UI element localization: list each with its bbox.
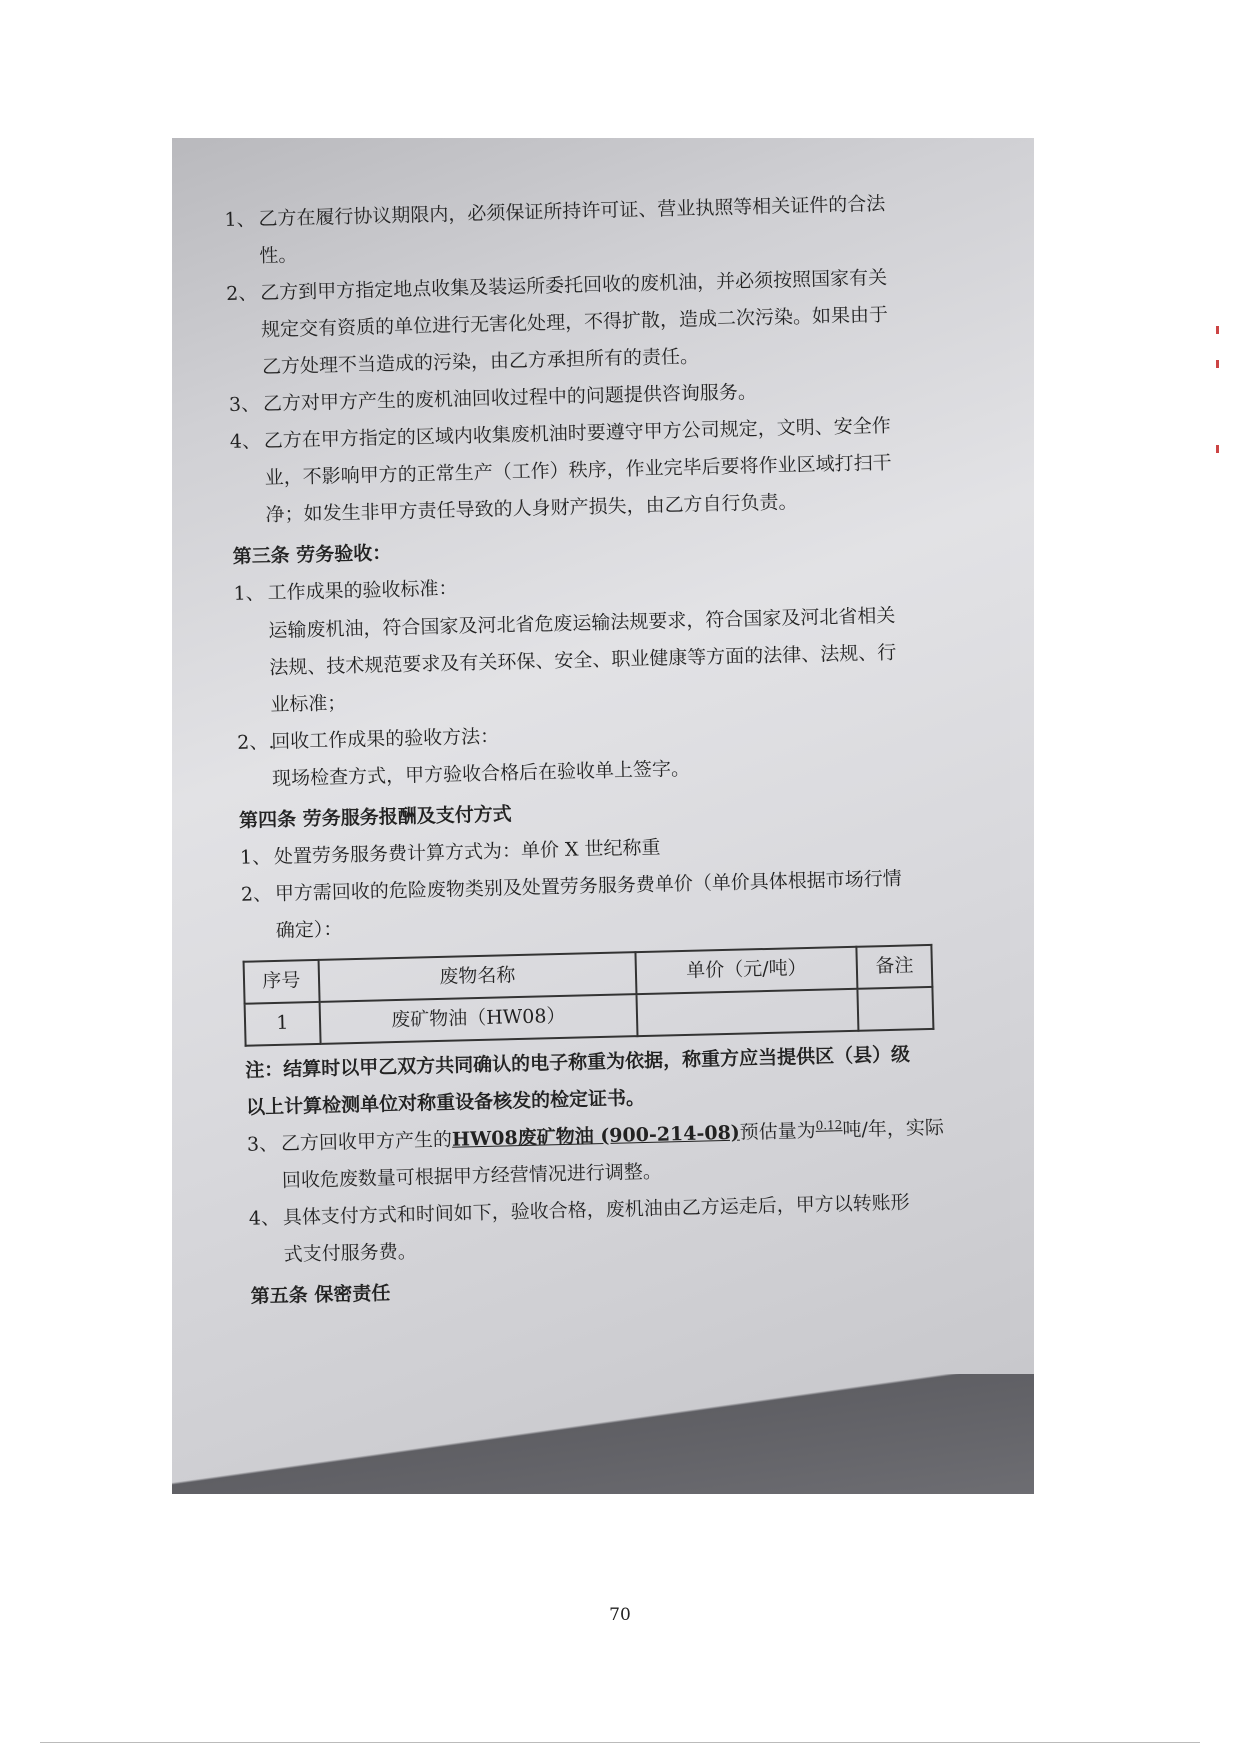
clause-item-2-cont: 乙方处理不当造成的污染，由乙方承担所有的责任。 bbox=[261, 345, 700, 379]
table-header-cell: 序号 bbox=[244, 960, 320, 1004]
settlement-note: 注：结算时以甲乙双方共同确认的电子称重为依据，称重方应当提供区（县）级 bbox=[244, 1043, 911, 1082]
payment-item-2: 2、 甲方需回收的危险废物类别及处置劳务服务费单价（单价具体根据市场行情 bbox=[240, 867, 903, 906]
clause-item-4-cont: 业，不影响甲方的正常生产（工作）秩序，作业完毕后要将作业区域打扫干 bbox=[264, 452, 892, 490]
table-cell: 1 bbox=[245, 1002, 321, 1046]
table-cell bbox=[636, 989, 858, 1036]
clause-item-3: 3、 乙方对甲方产生的废机油回收过程中的问题提供咨询服务。 bbox=[228, 381, 758, 417]
scan-mark bbox=[1216, 360, 1219, 368]
clause-item-1-cont: 性。 bbox=[259, 244, 298, 268]
handwritten-amount: 0.12 bbox=[815, 1117, 843, 1133]
payment-item-2-cont: 确定）： bbox=[275, 918, 343, 942]
waste-code: HW08废矿物油 (900-214-08) bbox=[451, 1121, 741, 1151]
table-cell: 废矿物油（HW08） bbox=[319, 994, 637, 1044]
table-header-cell: 备注 bbox=[857, 945, 933, 989]
clause-item-4-cont: 净；如发生非甲方责任导致的人身财产损失，由乙方自行负责。 bbox=[265, 491, 798, 527]
acceptance-item-2-cont: 现场检查方式，甲方验收合格后在验收单上签字。 bbox=[271, 757, 691, 790]
payment-item-3: 3、 乙方回收甲方产生的HW08废矿物油 (900-214-08)预估量为$^{0.12}$吨/年，实际 bbox=[246, 1116, 945, 1156]
acceptance-item-2: 2、.回收工作成果的验收方法： bbox=[236, 725, 500, 754]
settlement-note-cont: 以上计算检测单位对称重设备核发的检定证书。 bbox=[245, 1086, 646, 1119]
payment-item-4: 4、 具体支付方式和时间如下，验收合格，废机油由乙方运走后，甲方以转账形 bbox=[248, 1191, 910, 1230]
acceptance-item-1-cont: 运输废机油，符合国家及河北省危废运输法规要求，符合国家及河北省相关 bbox=[268, 604, 896, 642]
page-number: 70 bbox=[609, 1605, 631, 1625]
clause-item-2-cont: 规定交有资质的单位进行无害化处理，不得扩散，造成二次污染。如果由于 bbox=[260, 303, 889, 342]
article-5-title: 第五条 保密责任 bbox=[250, 1282, 391, 1308]
clause-item-2: 2、 乙方到甲方指定地点收集及装运所委托回收的废机油，并必须按照国家有关 bbox=[225, 266, 888, 306]
acceptance-item-1-cont: 业标准； bbox=[270, 691, 347, 716]
payment-item-4-cont: 式支付服务费。 bbox=[283, 1240, 417, 1267]
contract-page bbox=[224, 182, 1034, 1315]
payment-item-1: 1、 处置劳务服务费计算方式为：单价 X 世纪称重 bbox=[239, 836, 661, 869]
payment-item-3-cont: 回收危废数量可根据甲方经营情况进行调整。 bbox=[281, 1160, 663, 1192]
scanned-photo bbox=[172, 138, 1034, 1494]
divider bbox=[40, 1742, 1200, 1743]
table-header-cell: 单价（元/吨） bbox=[635, 947, 857, 994]
table-cell bbox=[858, 987, 934, 1031]
clause-item-1: 1、 乙方在履行协议期限内，必须保证所持许可证、营业执照等相关证件的合法 bbox=[224, 192, 886, 231]
article-3-title: 第三条 劳务验收： bbox=[232, 542, 392, 569]
acceptance-item-1: 1、 工作成果的验收标准： bbox=[233, 577, 458, 606]
fee-table bbox=[243, 944, 935, 1047]
clause-item-4: 4、 乙方在甲方指定的区域内收集废机油时要遵守甲方公司规定，文明、安全作 bbox=[229, 415, 891, 454]
scan-mark bbox=[1216, 445, 1219, 453]
article-4-title: 第四条 劳务服务报酬及支付方式 bbox=[238, 802, 512, 832]
acceptance-item-1-cont: 法规、技术规范要求及有关环保、安全、职业健康等方面的法律、法规、行 bbox=[269, 641, 897, 679]
table-header-cell: 废物名称 bbox=[318, 952, 636, 1002]
scan-mark bbox=[1216, 326, 1219, 334]
